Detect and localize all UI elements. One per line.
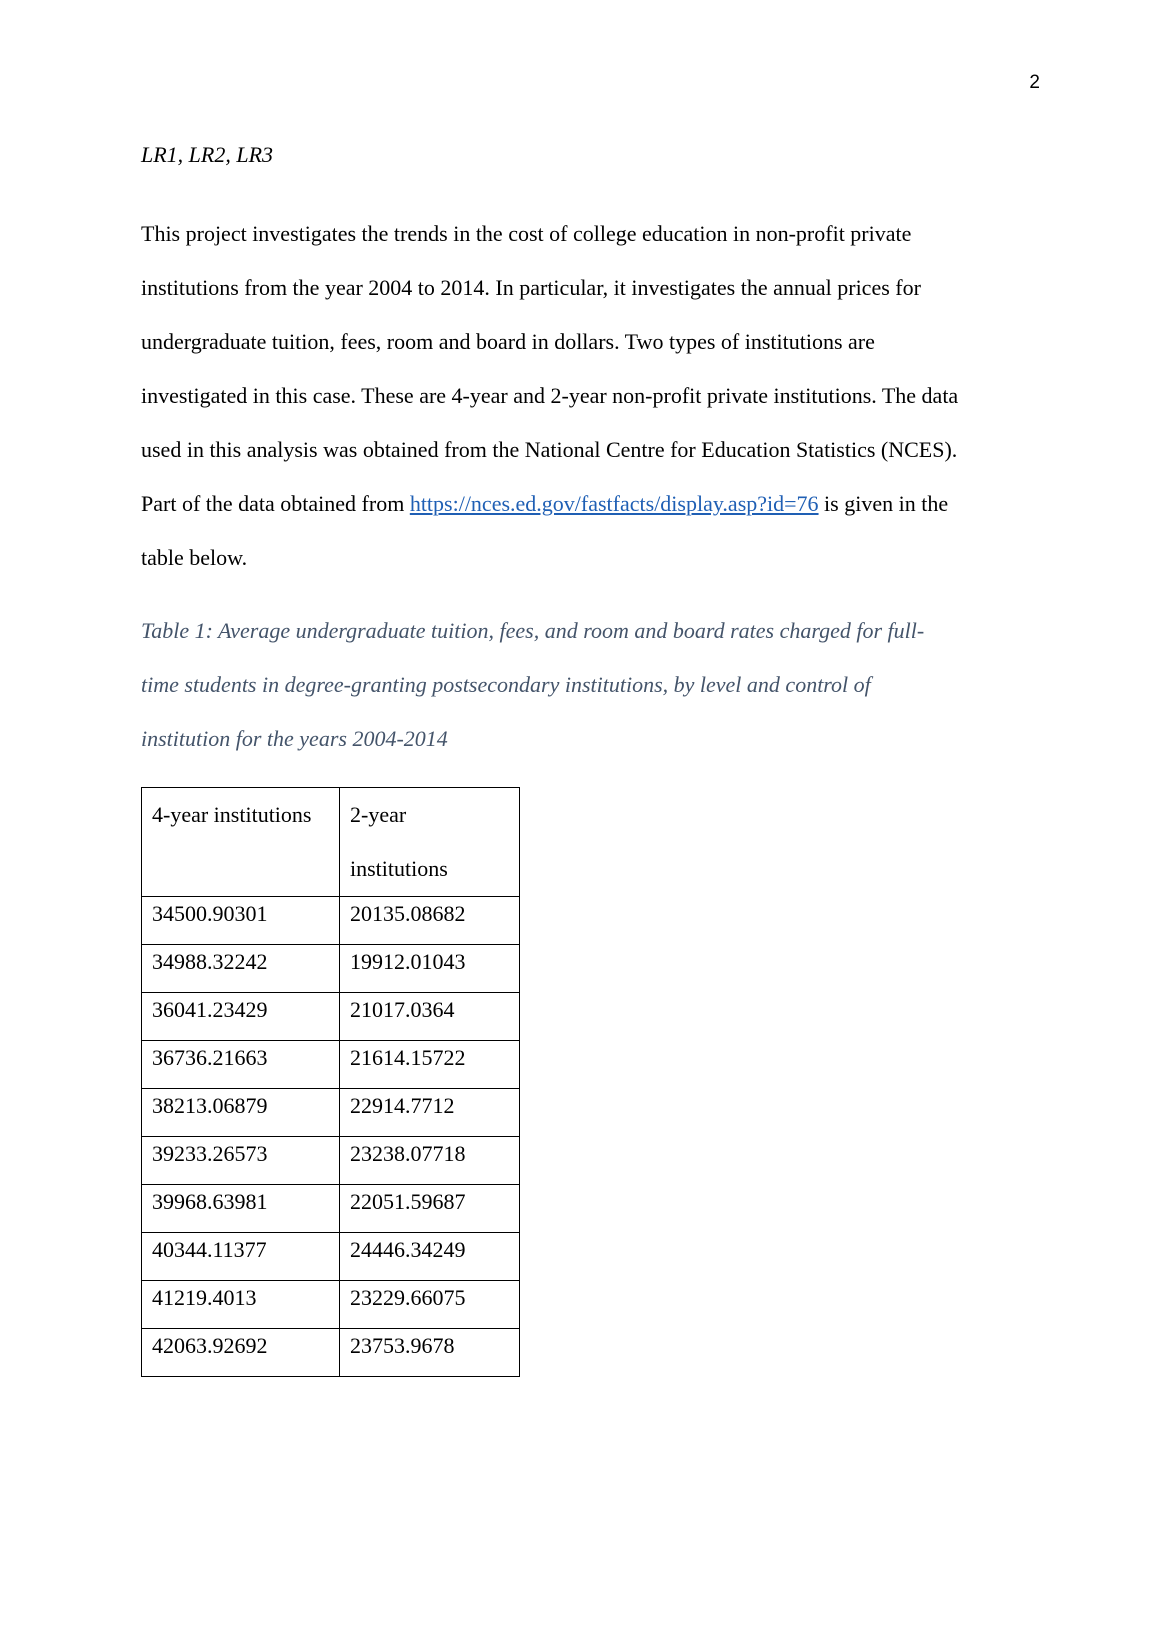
cell-2-year: 20135.08682 (340, 897, 520, 945)
paragraph-line: investigated in this case. These are 4-year and 2-year non-profit private institutions. The data (141, 383, 959, 408)
table-row (142, 1041, 520, 1089)
caption-line: Table 1: Average undergraduate tuition, fees, and room and board rates charged for full- (141, 618, 925, 643)
caption-line: institution for the years 2004-2014 (141, 726, 448, 751)
table-caption (141, 604, 1021, 766)
caption-line: time students in degree-granting postsecondary institutions, by level and control of (141, 672, 871, 697)
cell-2-year: 22051.59687 (340, 1185, 520, 1233)
cell-4-year: 34500.90301 (142, 897, 340, 945)
link-prefix-text: Part of the data obtained from (141, 491, 410, 516)
paragraph-line: This project investigates the trends in the cost of college education in non-profit private (141, 221, 912, 246)
cell-2-year: 24446.34249 (340, 1233, 520, 1281)
table-row (142, 945, 520, 993)
paragraph-line: table below. (141, 545, 248, 570)
cell-4-year: 36736.21663 (142, 1041, 340, 1089)
cell-4-year: 40344.11377 (142, 1233, 340, 1281)
cell-4-year: 42063.92692 (142, 1329, 340, 1377)
cell-4-year: 38213.06879 (142, 1089, 340, 1137)
cell-2-year: 21614.15722 (340, 1041, 520, 1089)
table-row (142, 1089, 520, 1137)
cell-4-year: 41219.4013 (142, 1281, 340, 1329)
cell-2-year: 23229.66075 (340, 1281, 520, 1329)
page-number: 2 (1029, 72, 1040, 93)
table-row (142, 993, 520, 1041)
paragraph-line: undergraduate tuition, fees, room and board in dollars. Two types of institutions are (141, 329, 875, 354)
paragraph-line: institutions from the year 2004 to 2014. In particular, it investigates the annual prices for (141, 275, 921, 300)
cell-2-year: 19912.01043 (340, 945, 520, 993)
table-header-row (142, 788, 520, 897)
table-row (142, 1329, 520, 1377)
table-row (142, 1281, 520, 1329)
cell-2-year: 23753.9678 (340, 1329, 520, 1377)
link-suffix-text: is given in the (818, 491, 949, 516)
cell-2-year: 22914.7712 (340, 1089, 520, 1137)
table-row (142, 897, 520, 945)
cell-4-year: 39968.63981 (142, 1185, 340, 1233)
header-2-year: 2-year institutions (340, 788, 520, 897)
cell-4-year: 36041.23429 (142, 993, 340, 1041)
cell-2-year: 21017.0364 (340, 993, 520, 1041)
cell-4-year: 39233.26573 (142, 1137, 340, 1185)
cell-2-year: 23238.07718 (340, 1137, 520, 1185)
table-row (142, 1185, 520, 1233)
nces-source-link[interactable]: https://nces.ed.gov/fastfacts/display.asp?id=76 (409, 491, 819, 516)
header-4-year: 4-year institutions (142, 788, 340, 897)
table-row (142, 1233, 520, 1281)
cell-4-year: 34988.32242 (142, 945, 340, 993)
paragraph-line: used in this analysis was obtained from the National Centre for Education Statistics (NCES). (141, 437, 958, 462)
paragraph-line-with-link (141, 477, 1021, 531)
tuition-table (141, 787, 520, 1377)
intro-paragraph (141, 207, 1021, 585)
section-heading: LR1, LR2, LR3 (141, 142, 274, 167)
table-row (142, 1137, 520, 1185)
